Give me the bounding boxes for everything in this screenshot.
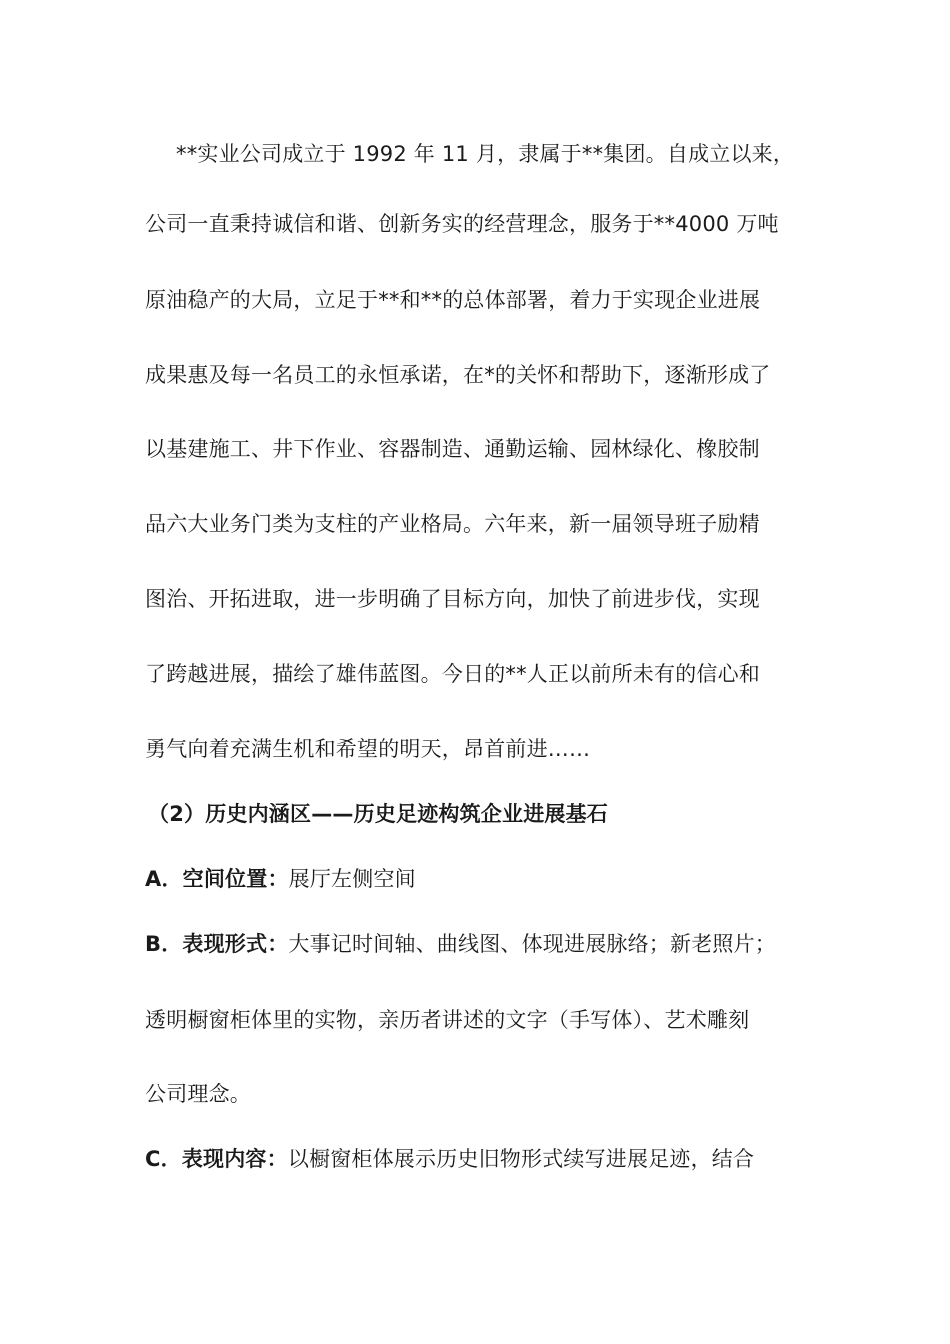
- paragraph-line: 公司一直秉持诚信和谐、创新务实的经营理念，服务于**4000 万吨: [145, 212, 779, 236]
- item-a: [145, 864, 815, 894]
- item-b-text: 大事记时间轴、曲线图、体现进展脉络；新老照片；: [288, 932, 777, 956]
- section-heading: （2）历史内涵区——历史足迹构筑企业进展基石: [148, 802, 609, 826]
- paragraph-line: 图治、开拓进取，进一步明确了目标方向，加快了前进步伐，实现: [145, 587, 760, 611]
- item-c-label: C．表现内容：: [145, 1147, 288, 1171]
- item-b-continuation: 透明橱窗柜体里的实物，亲历者讲述的文字（手写体）、艺术雕刻: [145, 1008, 750, 1032]
- paragraph-line: 勇气向着充满生机和希望的明天，昂首前进……: [145, 737, 591, 761]
- paragraph-line: 品六大业务门类为支柱的产业格局。六年来，新一届领导班子励精: [145, 512, 760, 536]
- paragraph-line: 原油稳产的大局，立足于**和**的总体部署，着力于实现企业进展: [145, 288, 761, 312]
- item-b-continuation: 公司理念。: [145, 1082, 251, 1106]
- paragraph-line: **实业公司成立于 1992 年 11 月，隶属于**集团。自成立以来，: [176, 142, 795, 166]
- item-b: [145, 929, 815, 959]
- paragraph-line: 成果惠及每一名员工的永恒承诺，在*的关怀和帮助下，逐渐形成了: [145, 363, 771, 387]
- item-c-text: 以橱窗柜体展示历史旧物形式续写进展足迹，结合: [287, 1147, 755, 1171]
- paragraph-line: 了跨越进展，描绘了雄伟蓝图。今日的**人正以前所未有的信心和: [145, 662, 760, 686]
- paragraph-line: 以基建施工、井下作业、容器制造、通勤运输、园林绿化、橡胶制: [145, 437, 760, 461]
- item-c: [145, 1144, 815, 1174]
- item-a-text: 展厅左侧空间: [288, 867, 416, 891]
- item-b-label: B．表现形式：: [145, 932, 289, 956]
- item-a-label: A．空间位置：: [145, 867, 289, 891]
